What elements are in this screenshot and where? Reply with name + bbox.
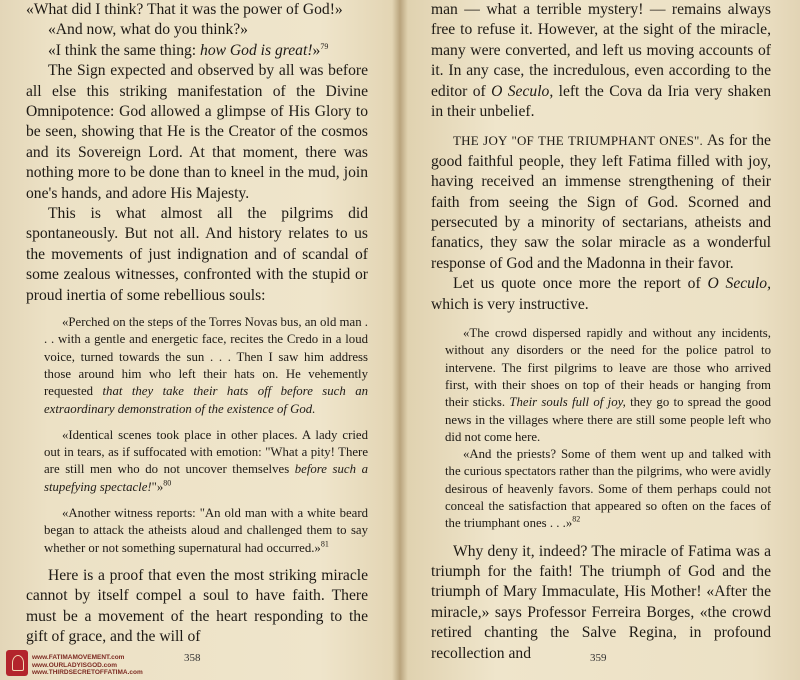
right-para-3: Let us quote once more the report of O Seculo, which is very instructive. — [431, 275, 771, 313]
quote-2: «Identical scenes took place in other places. A lady cried out in tears, as if suffocated with emotion: "What a pity! There are still men who do not uncover themselves before such a stupefying spectacle!"»$^{80}$ — [44, 427, 368, 494]
right-para-2: THE JOY "OF THE TRIUMPHANT ONES". As for the good faithful people, they left Fatima filled with joy, having received an immense strengthening of their faith from seeing the Sign of God. Scorned and persecuted by a minority of sectarians, atheists and fanatics, they saw the solar miracle as a wonderful response of God and the Madonna in their favor. — [431, 132, 771, 272]
site-logo-icon — [6, 650, 28, 676]
section-heading: THE JOY "OF THE TRIUMPHANT ONES". — [453, 133, 703, 149]
left-para-2: «And now, what do you think?» — [48, 21, 248, 39]
footer-url: www.FATIMAMOVEMENT.com — [32, 654, 125, 661]
quote-1: «Perched on the steps of the Torres Novas bus, an old man . . . with a gentle and energetic face, recites the Credo in a loud voice, turned towards the sun . . . Then I saw him address those around him who left their hats on. He vehemently requested that they take their hats off before such an extraordinary demonstration of the existence of God. — [44, 315, 368, 416]
left-para-5: This is what almost all the pilgrims did spontaneously. But not all. And history relates to us the movements of just indignation and of scandal of some zealous witnesses, confronted with the stupid or proud inertia of some rebellious souls: — [26, 205, 368, 304]
footer-url: www.THIRDSECRETOFFATIMA.com — [32, 669, 143, 677]
right-page — [431, 0, 771, 664]
quote-4: «The crowd dispersed rapidly and without any incidents, without any disorders or the need for the police patrol to intervene. The first pilgrims to leave are those who arrived first, with their shoes on top of their heads or hanging from their sticks. Their souls full of joy, they go to spread the good news in the villages where there are still some people left who did not come here. — [445, 326, 771, 444]
page-number-right: 359 — [590, 652, 607, 664]
left-para-6: Here is a proof that even the most striking miracle cannot by itself compel a soul to have faith. There must be a movement of the heart responding to the gift of grace, and the will of — [26, 566, 368, 646]
quote-3: «Another witness reports: "An old man with a white beard began to attack the atheists aloud and challenged them to say whether or not something supernatural had occurred.»$^{81}$ — [44, 506, 368, 555]
footer-urls — [32, 654, 143, 677]
right-para-4: Why deny it, indeed? The miracle of Fatima was a triumph for the faith! The triumph of God and the triumph of Mary Immaculate, His Mother! «After the miracle,» says Professor Ferreira Borges, «the crowd retired chanting the Salve Regina, in profound recollection and — [431, 542, 771, 662]
left-para-1: «What did I think? That it was the power of God!» — [26, 1, 343, 18]
right-para-1: man — what a terrible mystery! — remains always free to refuse it. However, at the sight of the miracle, many were converted, and left us moving accounts of it. In any case, the incredulous, even according to the editor of O Seculo, left the Cova da Iria very shaken in their unbelief. — [431, 1, 771, 121]
page-number-left: 358 — [184, 652, 201, 664]
footer-url: www.OURLADYISGOD.com — [32, 661, 117, 669]
right-block-quote — [431, 325, 771, 533]
left-para-3: «I think the same thing: how God is great!»$^{79}$ — [48, 41, 329, 59]
left-block-quote — [26, 314, 368, 557]
left-page — [26, 0, 368, 648]
quote-5: «And the priests? Some of them went up and talked with the curious spectators rather than the pilgrims, who were avidly desirous of heavenly favors. Some of them perhaps could not conceal the satisfaction that appeared so often on the faces of the triumphant ones . . .»$^{82}$ — [445, 447, 771, 531]
left-para-4: The Sign expected and observed by all was before all else this striking manifestation of the Divine Omnipotence: God allowed a glimpse of His Glory to be seen, showing that He is the Creator of the cosmos and its Sovereign Lord. At that moment, there was nothing more to be done than to kneel in the mud, join one's hands, and adore His Majesty. — [26, 62, 368, 202]
